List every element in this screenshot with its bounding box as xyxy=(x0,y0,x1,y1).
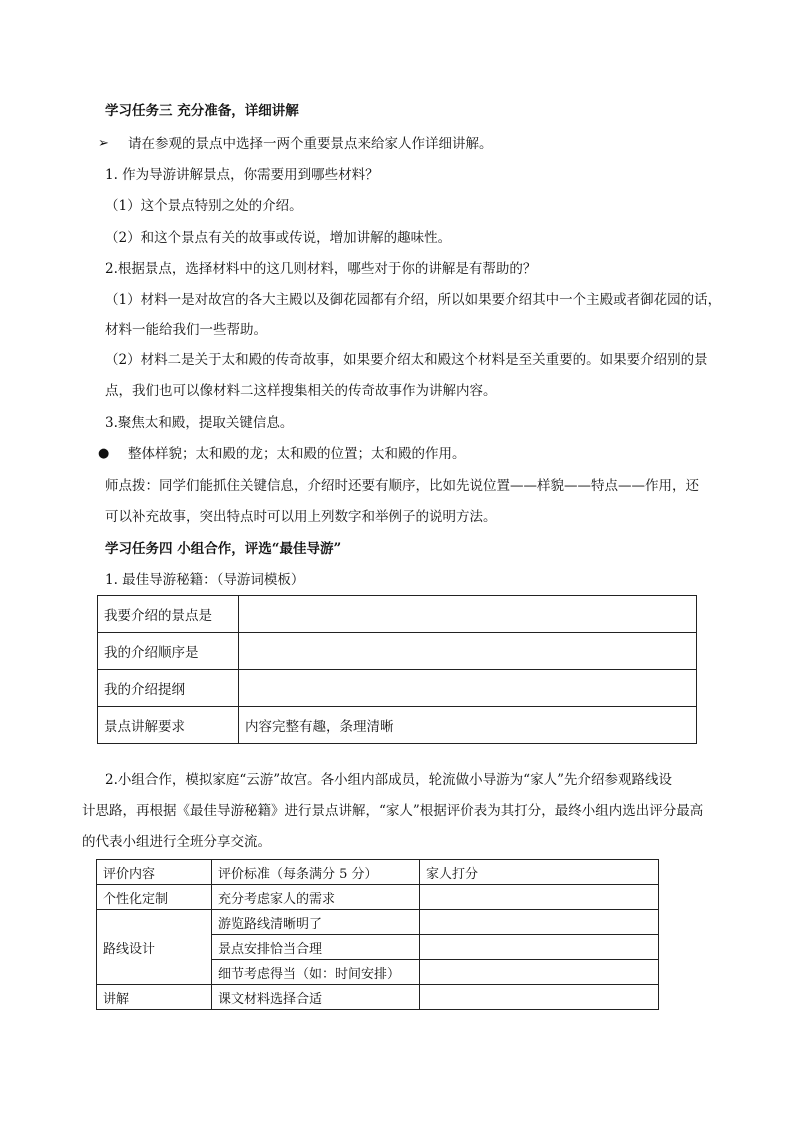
criterion-cell: 细节考虑得当（如：时间安排） xyxy=(212,960,420,985)
teacher-tip-line2: 可以补充故事，突出特点时可以用上列数字和举例子的说明方法。 xyxy=(105,509,497,525)
table-row xyxy=(97,985,659,1010)
arrow-bullet-icon: ➢ xyxy=(98,136,109,151)
task4-item1: 1. 最佳导游秘籍：（导游词模板） xyxy=(105,572,305,588)
template-value: 内容完整有趣，条理清晰 xyxy=(239,707,697,744)
template-value[interactable] xyxy=(239,596,697,633)
key-info: 整体样貌；太和殿的龙；太和殿的位置；太和殿的作用。 xyxy=(128,446,466,462)
table-row xyxy=(98,670,697,707)
criterion-cell: 课文材料选择合适 xyxy=(212,985,420,1010)
teacher-tip-line1: 师点拨：同学们能抓住关键信息，介绍时还要有顺序，比如先说位置——样貌——特点——作用，还 xyxy=(105,478,699,494)
table-row xyxy=(98,707,697,744)
category-cell: 路线设计 xyxy=(97,910,212,985)
answer-1-1: （1）这个景点特别之处的介绍。 xyxy=(105,198,303,214)
template-label: 我的介绍顺序是 xyxy=(98,633,239,670)
task3-heading: 学习任务三 充分准备，详细讲解 xyxy=(105,103,299,119)
answer-1-2: （2）和这个景点有关的故事或传说，增加讲解的趣味性。 xyxy=(105,230,452,246)
table-row xyxy=(97,910,659,935)
guide-template-table xyxy=(97,595,697,744)
question-1: 1. 作为导游讲解景点，你需要用到哪些材料？ xyxy=(105,167,379,183)
category-cell: 个性化定制 xyxy=(97,885,212,910)
score-cell[interactable] xyxy=(420,910,659,935)
task3-intro: 请在参观的景点中选择一两个重要景点来给家人作详细讲解。 xyxy=(128,136,493,152)
category-cell: 讲解 xyxy=(97,985,212,1010)
question-2: 2.根据景点，选择材料中的这几则材料，哪些对于你的讲解是有帮助的？ xyxy=(105,261,537,277)
template-value[interactable] xyxy=(239,633,697,670)
template-label: 我要介绍的景点是 xyxy=(98,596,239,633)
task4-heading: 学习任务四 小组合作，评选“最佳导游” xyxy=(105,541,342,557)
header-cell: 家人打分 xyxy=(420,860,659,885)
template-label: 景点讲解要求 xyxy=(98,707,239,744)
task4-item2-line3: 的代表小组进行全班分享交流。 xyxy=(82,834,271,850)
score-cell[interactable] xyxy=(420,935,659,960)
task4-item2-line1: 2.小组合作，模拟家庭“云游”故宫。各小组内部成员，轮流做小导游为“家人”先介绍参观路线设 xyxy=(105,772,672,788)
dot-bullet-icon: ● xyxy=(98,446,110,461)
table-row xyxy=(98,633,697,670)
criterion-cell: 景点安排恰当合理 xyxy=(212,935,420,960)
template-label: 我的介绍提纲 xyxy=(98,670,239,707)
evaluation-table xyxy=(96,859,659,1010)
task4-item2-line2: 计思路，再根据《最佳导游秘籍》进行景点讲解，“家人”根据评价表为其打分，最终小组内选出评分最高 xyxy=(82,803,704,819)
score-cell[interactable] xyxy=(420,960,659,985)
score-cell[interactable] xyxy=(420,985,659,1010)
template-value[interactable] xyxy=(239,670,697,707)
answer-2-2-line2: 点，我们也可以像材料二这样搜集相关的传奇故事作为讲解内容。 xyxy=(105,383,497,399)
table-row xyxy=(97,885,659,910)
criterion-cell: 充分考虑家人的需求 xyxy=(212,885,420,910)
question-3: 3.聚焦太和殿，提取关键信息。 xyxy=(105,415,294,431)
table-row xyxy=(98,596,697,633)
table-header-row xyxy=(97,860,659,885)
score-cell[interactable] xyxy=(420,885,659,910)
answer-2-1-line2: 材料一能给我们一些帮助。 xyxy=(105,322,267,338)
criterion-cell: 游览路线清晰明了 xyxy=(212,910,420,935)
answer-2-1-line1: （1）材料一是对故宫的各大主殿以及御花园都有介绍，所以如果要介绍其中一个主殿或者御花园的话， xyxy=(105,292,722,308)
answer-2-2-line1: （2）材料二是关于太和殿的传奇故事，如果要介绍太和殿这个材料是至关重要的。如果要介绍别的景 xyxy=(105,352,708,368)
header-cell: 评价内容 xyxy=(97,860,212,885)
header-cell: 评价标准（每条满分 5 分） xyxy=(212,860,420,885)
